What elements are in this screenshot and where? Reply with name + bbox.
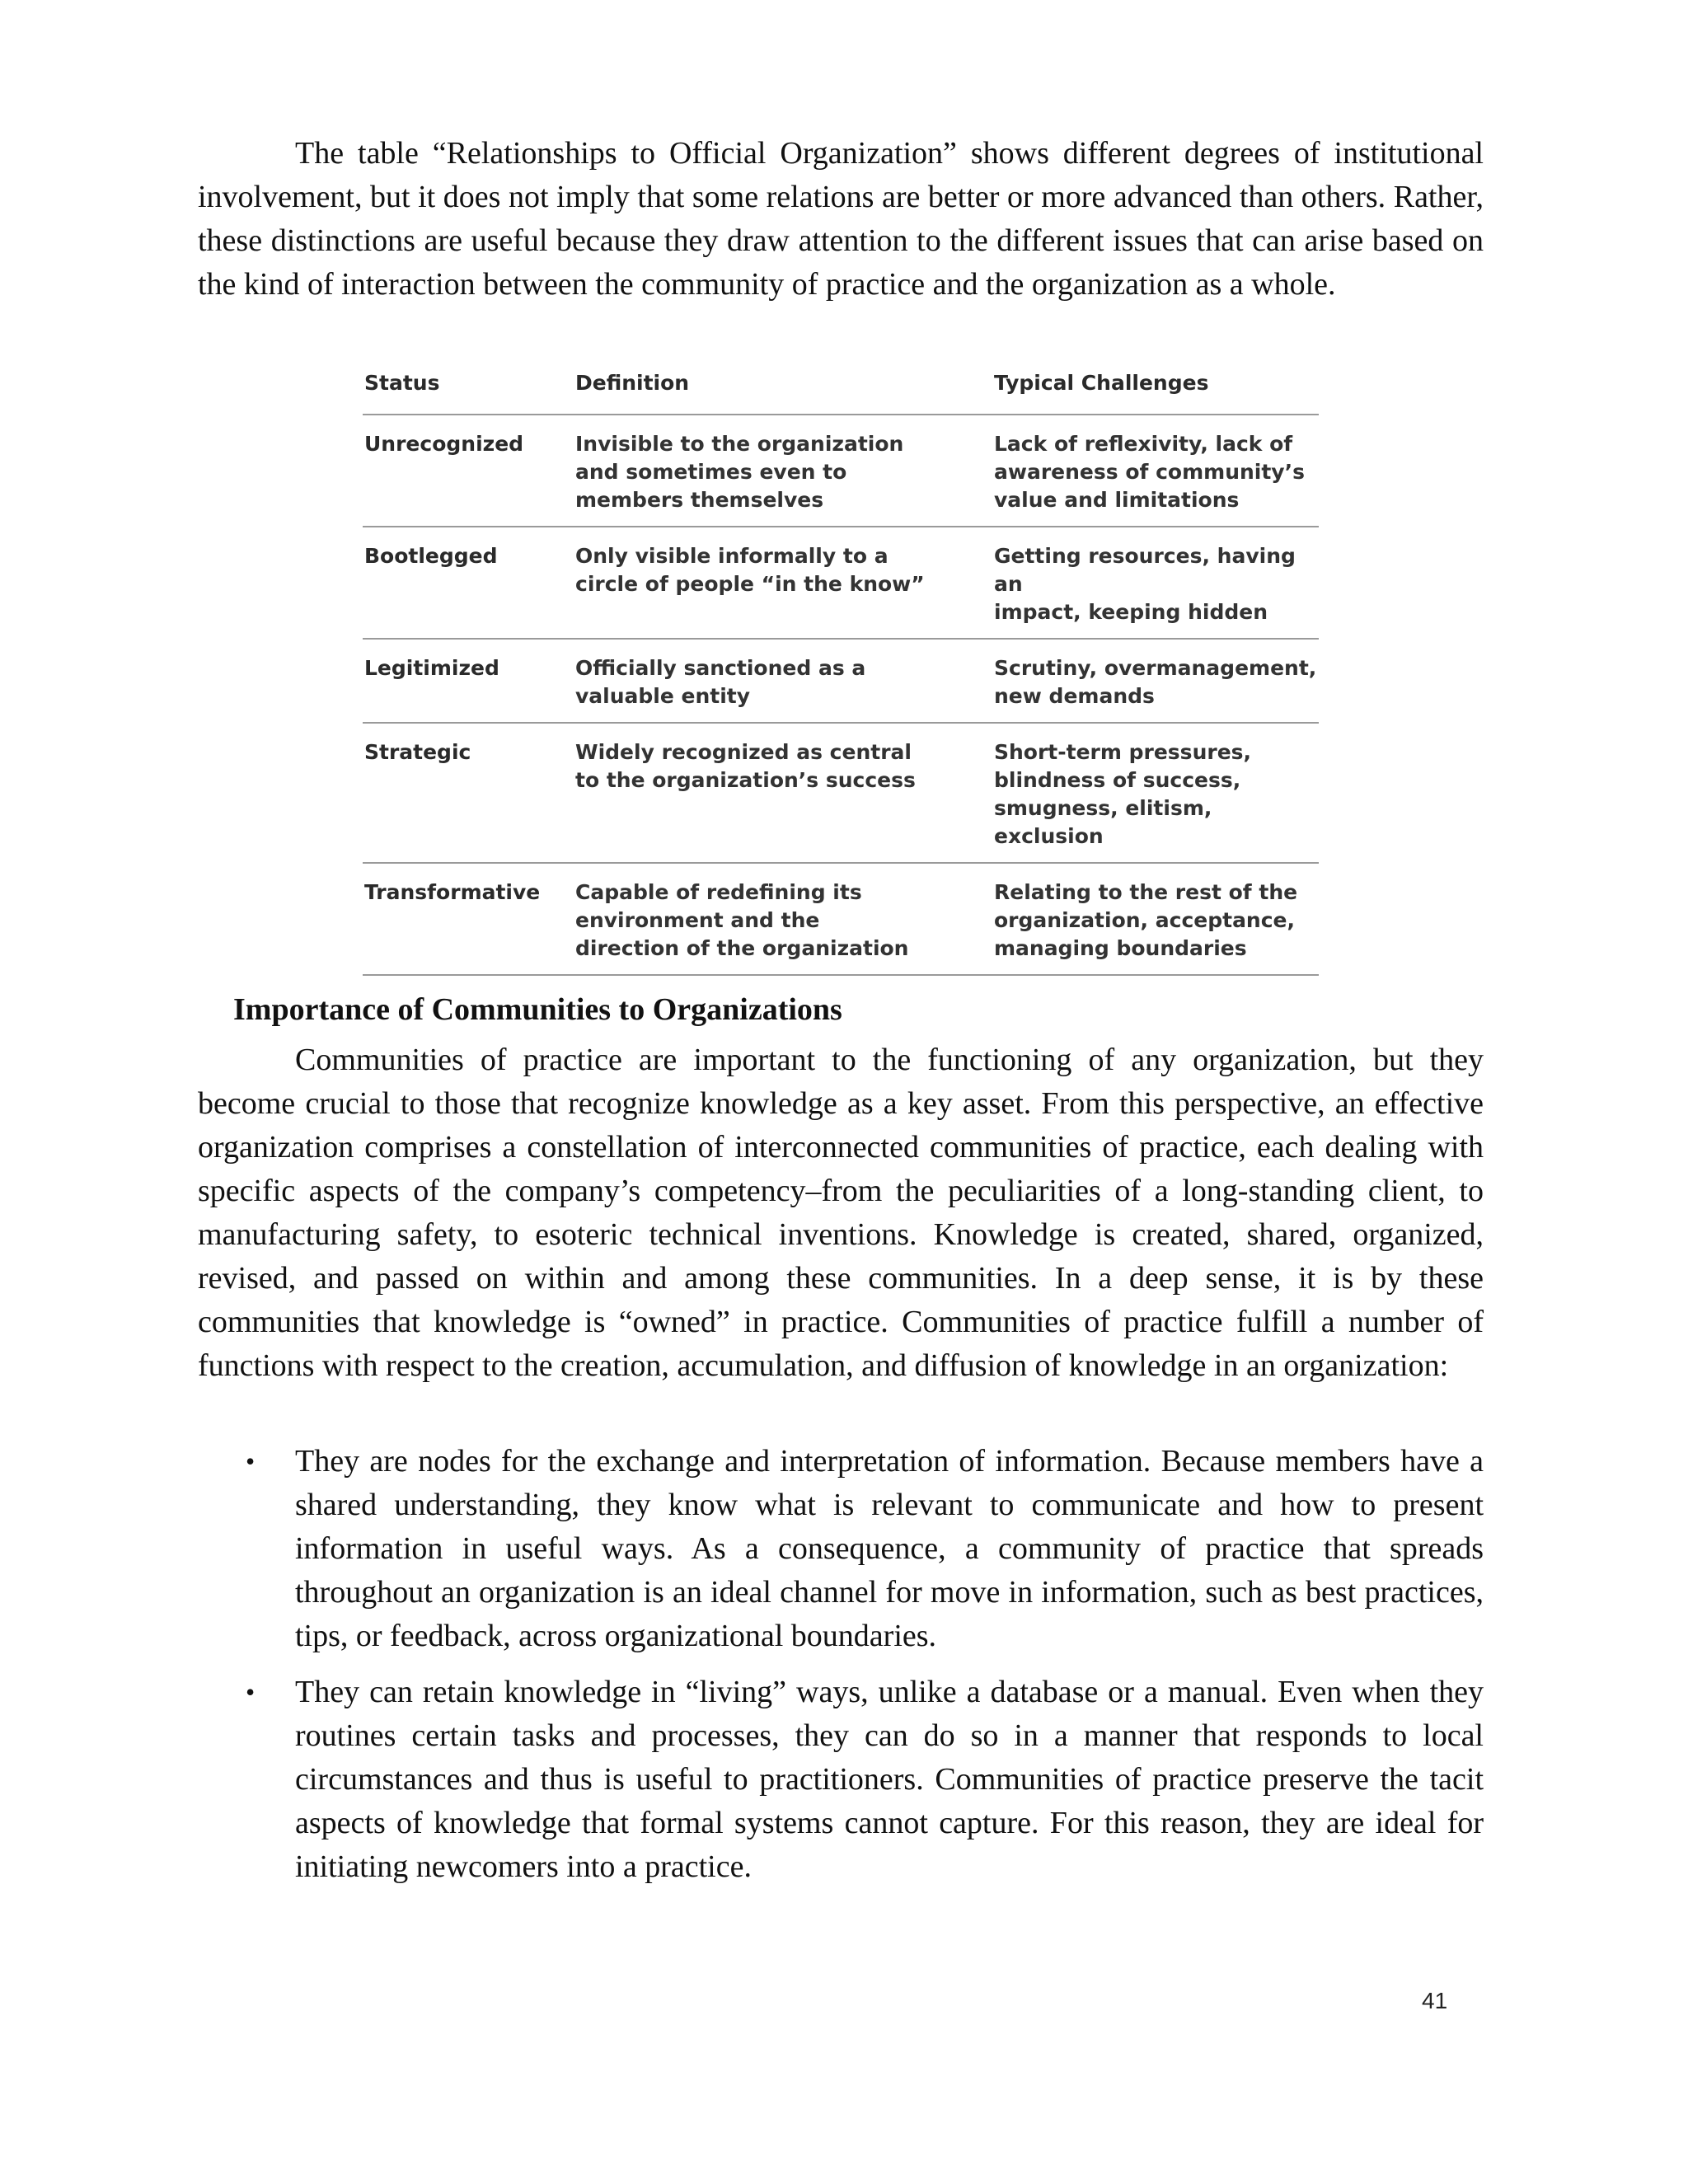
header-definition: Definition (574, 371, 992, 415)
row-definition (574, 639, 992, 723)
challenge-line: managing boundaries (994, 936, 1247, 960)
definition-line: Capable of redefining its (575, 880, 862, 904)
header-status: Status (363, 371, 574, 415)
challenge-line: value and limitations (994, 488, 1240, 512)
bullet-icon: • (246, 1446, 256, 1476)
definition-line: members themselves (575, 488, 824, 512)
challenge-line: awareness of community’s (994, 460, 1305, 484)
definition-line: Only visible informally to a (575, 544, 889, 568)
challenge-line: Getting resources, having an (994, 544, 1296, 596)
row-definition (574, 527, 992, 639)
bullet-icon: • (246, 1677, 256, 1707)
table-row (363, 723, 1319, 863)
challenge-line: organization, acceptance, (994, 908, 1296, 932)
row-status: Transformative (363, 863, 574, 975)
row-definition (574, 863, 992, 975)
row-status: Unrecognized (363, 415, 574, 527)
definition-line: valuable entity (575, 684, 751, 708)
row-challenges (992, 863, 1319, 975)
table-row (363, 863, 1319, 975)
challenge-line: impact, keeping hidden (994, 600, 1268, 624)
definition-line: Widely recognized as central (575, 740, 912, 764)
challenge-line: Short-term pressures, (994, 740, 1252, 764)
definition-line: to the organization’s success (575, 768, 916, 792)
challenge-line: Lack of reflexivity, lack of (994, 432, 1293, 456)
row-challenges (992, 723, 1319, 863)
row-challenges (992, 527, 1319, 639)
row-challenges (992, 415, 1319, 527)
row-definition (574, 723, 992, 863)
challenge-line: new demands (994, 684, 1155, 708)
bullet-list (198, 1440, 1484, 1901)
relationships-table (363, 371, 1319, 976)
table-row (363, 415, 1319, 527)
definition-line: and sometimes even to (575, 460, 847, 484)
list-item (198, 1671, 1484, 1889)
row-status: Strategic (363, 723, 574, 863)
list-item-text: They are nodes for the exchange and interpretation of information. Because members have a shared understanding, they know what is relevant to communicate and how to present information in useful ways. As a consequence, a community of practice that spreads throughout an organization is an ideal channel for move in information, such as best practices, tips, or feedback, across organizational boundaries. (295, 1444, 1484, 1653)
definition-line: Invisible to the organization (575, 432, 904, 456)
table-header-row (363, 371, 1319, 415)
definition-line: circle of people “in the know” (575, 572, 925, 596)
section-heading: Importance of Communities to Organizations (233, 992, 842, 1027)
challenge-line: Scrutiny, overmanagement, (994, 656, 1317, 680)
challenge-line: blindness of success, (994, 768, 1241, 792)
intro-paragraph: The table “Relationships to Official Organization” shows different degrees of institutional involvement, but it does not imply that some relations are better or more advanced than others. Rather, these distinctions are useful because they draw attention to the different issues that can arise based on the kind of interaction between the community of practice and the organization as a whole. (198, 136, 1484, 302)
challenge-line: Relating to the rest of the (994, 880, 1298, 904)
row-challenges (992, 639, 1319, 723)
challenge-line: smugness, elitism, exclusion (994, 796, 1212, 848)
definition-line: environment and the (575, 908, 820, 932)
row-status: Bootlegged (363, 527, 574, 639)
row-status: Legitimized (363, 639, 574, 723)
relationships-table-figure (363, 371, 1319, 976)
table-row (363, 527, 1319, 639)
table-row (363, 639, 1319, 723)
row-definition (574, 415, 992, 527)
header-challenges: Typical Challenges (992, 371, 1319, 415)
list-item-text: They can retain knowledge in “living” ways, unlike a database or a manual. Even when they routines certain tasks and processes, they can do so in a manner that responds to local circumstances and thus is useful to practitioners. Communities of practice preserve the tacit aspects of knowledge that formal systems cannot capture. For this reason, they are ideal for initiating newcomers into a practice. (295, 1675, 1484, 1884)
list-item (198, 1440, 1484, 1658)
page-number: 41 (1422, 1988, 1448, 2013)
body-paragraph: Communities of practice are important to the functioning of any organization, but they become crucial to those that recognize knowledge as a key asset. From this perspective, an effective organization comprises a constellation of interconnected communities of practice, each dealing with specific aspects of the company’s competency–from the peculiarities of a long-standing client, to manufacturing safety, to esoteric technical inventions. Knowledge is created, shared, organized, revised, and passed on within and among these communities. In a deep sense, it is by these communities that knowledge is “owned” in practice. Communities of practice fulfill a number of functions with respect to the creation, accumulation, and diffusion of knowledge in an organization: (198, 1043, 1484, 1383)
definition-line: Officially sanctioned as a (575, 656, 866, 680)
definition-line: direction of the organization (575, 936, 909, 960)
